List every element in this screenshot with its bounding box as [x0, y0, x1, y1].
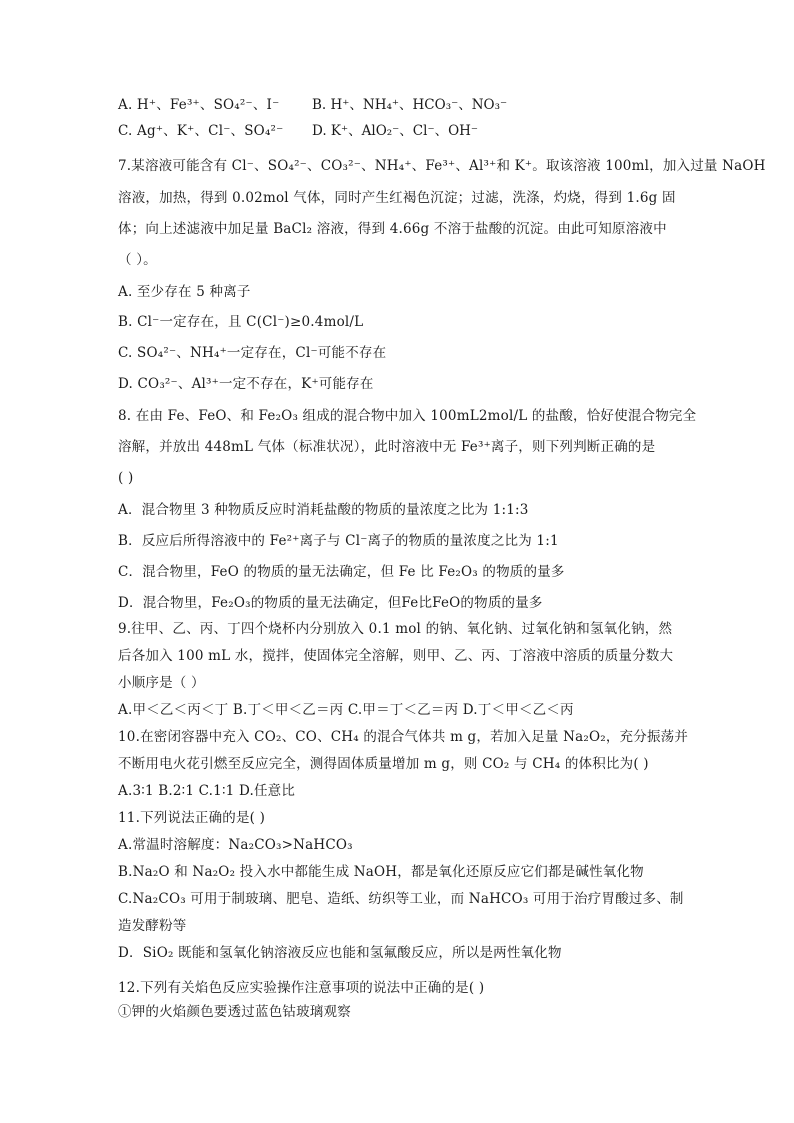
q10-options: A.3∶1 B.2∶1 C.1∶1 D.任意比	[118, 783, 296, 799]
q8-stem-line-2: 溶解，并放出 448mL 气体（标准状况），此时溶液中无 Fe³⁺离子，则下列判断正确的是	[118, 439, 656, 455]
q12-item-1: ①钾的火焰颜色要透过蓝色钴玻璃观察	[118, 1004, 351, 1020]
q7-stem-line-3: 体；向上述滤液中加足量 BaCl₂ 溶液，得到 4.66g 不溶于盐酸的沉淀。由此可知原溶液中	[118, 221, 667, 237]
q6-option-d: D. K⁺、AlO₂⁻、Cl⁻、OH⁻	[312, 123, 479, 139]
q11-option-d: D．SiO₂ 既能和氢氧化钠溶液反应也能和氢氟酸反应，所以是两性氧化物	[118, 945, 562, 961]
q7-stem-line-1: 7.某溶液可能含有 Cl⁻、SO₄²⁻、CO₃²⁻、NH₄⁺、Fe³⁺、Al³⁺和 K⁺。取该溶液 100ml，加入过量 NaOH	[118, 158, 766, 174]
q8-option-b: B．反应后所得溶液中的 Fe²⁺离子与 Cl⁻离子的物质的量浓度之比为 1:1	[118, 533, 559, 549]
q11-stem: 11.下列说法正确的是( )	[118, 810, 266, 826]
q8-stem-line-1: 8. 在由 Fe、FeO、和 Fe₂O₃ 组成的混合物中加入 100mL2mol/L 的盐酸，恰好使混合物完全	[118, 408, 697, 424]
q11-option-b: B.Na₂O 和 Na₂O₂ 投入水中都能生成 NaOH，都是氧化还原反应它们都是碱性氧化物	[118, 864, 644, 880]
q6-option-c: C. Ag⁺、K⁺、Cl⁻、SO₄²⁻	[118, 123, 284, 139]
q7-stem-line-2: 溶液，加热，得到 0.02mol 气体，同时产生红褐色沉淀；过滤，洗涤，灼烧，得到 1.6g 固	[118, 190, 676, 206]
q7-option-d: D. CO₃²⁻、Al³⁺一定不存在，K⁺可能存在	[118, 376, 374, 392]
q9-stem-line-1: 9.往甲、乙、丙、丁四个烧杯内分别放入 0.1 mol 的钠、氧化钠、过氧化钠和氢氧化钠，然	[118, 621, 673, 637]
q9-stem-line-3: 小顺序是（ ）	[118, 675, 205, 691]
q11-option-c-line-2: 造发酵粉等	[118, 918, 187, 934]
q7-option-a: A. 至少存在 5 种离子	[118, 284, 251, 300]
q9-stem-line-2: 后各加入 100 mL 水，搅拌，使固体完全溶解，则甲、乙、丙、丁溶液中溶质的质量分数大	[118, 648, 674, 664]
q8-stem-line-3: ( )	[118, 470, 134, 486]
q6-option-a: A. H⁺、Fe³⁺、SO₄²⁻、I⁻	[118, 97, 280, 113]
q8-option-a: A．混合物里 3 种物质反应时消耗盐酸的物质的量浓度之比为 1:1:3	[118, 502, 529, 518]
q8-option-c: C．混合物里，FeO 的物质的量无法确定，但 Fe 比 Fe₂O₃ 的物质的量多	[118, 564, 565, 580]
q8-option-d: D．混合物里，Fe₂O₃的物质的量无法确定，但Fe比FeO的物质的量多	[118, 595, 543, 611]
q11-option-a: A.常温时溶解度：Na₂CO₃>NaHCO₃	[118, 837, 353, 853]
q11-option-c-line-1: C.Na₂CO₃ 可用于制玻璃、肥皂、造纸、纺织等工业，而 NaHCO₃ 可用于治疗胃酸过多、制	[118, 891, 684, 907]
q9-options: A.甲＜乙＜丙＜丁 B.丁＜甲＜乙＝丙 C.甲＝丁＜乙＝丙 D.丁＜甲＜乙＜丙	[118, 702, 574, 718]
q6-option-b: B. H⁺、NH₄⁺、HCO₃⁻、NO₃⁻	[312, 97, 508, 113]
q7-stem-line-4: （ ）。	[118, 252, 157, 268]
q7-option-c: C. SO₄²⁻、NH₄⁺一定存在，Cl⁻可能不存在	[118, 345, 387, 361]
q12-stem: 12.下列有关焰色反应实验操作注意事项的说法中正确的是( )	[118, 980, 485, 996]
q7-option-b: B. Cl⁻一定存在，且 C(Cl⁻)≥0.4mol/L	[118, 314, 364, 330]
q10-stem-line-2: 不断用电火花引燃至反应完全，测得固体质量增加 m g，则 CO₂ 与 CH₄ 的体积比为( )	[118, 756, 649, 772]
q10-stem-line-1: 10.在密闭容器中充入 CO₂、CO、CH₄ 的混合气体共 m g，若加入足量 Na₂O₂，充分振荡并	[118, 729, 689, 745]
